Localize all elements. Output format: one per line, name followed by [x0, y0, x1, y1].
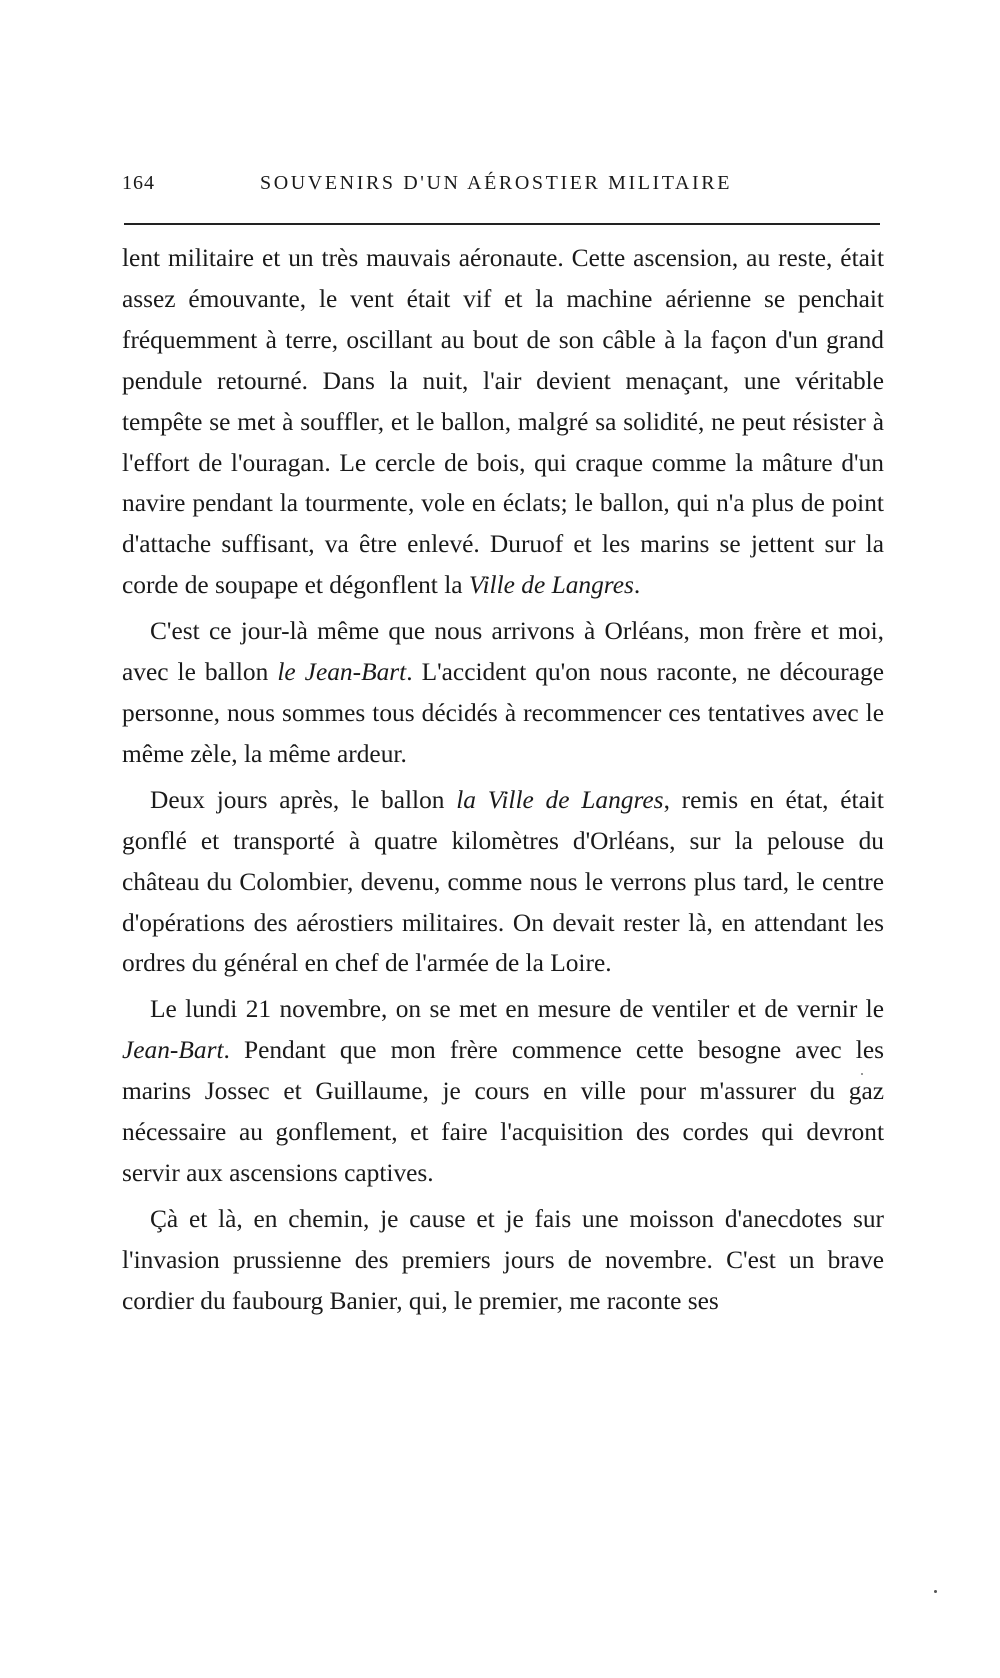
- paragraph-text: Deux jours après, le ballon: [150, 785, 457, 814]
- paragraph-text: Çà et là, en chemin, je cause et je fais une moisson d'anecdotes sur l'invasion prussienne des premiers jours de novembre. C'est un brave cordier du faubourg Banier, qui, le premier, me raconte ses: [122, 1204, 884, 1315]
- italic-text: Jean-Bart: [122, 1036, 224, 1065]
- paragraph-text: . L'accident qu'on nous raconte, ne décourage personne, nous sommes tous décidés à recommencer ces tentatives avec le même zèle, la même ardeur.: [122, 658, 884, 768]
- paragraph: [122, 611, 884, 775]
- paragraph: [122, 989, 884, 1194]
- paragraph-text: lent militaire et un très mauvais aéronaute. Cette ascension, au reste, était assez émouvante, le vent était vif et la machine aérienne se penchait fréquemment à terre, oscillant au bout de son câble à la façon d'un grand pendule retourné. Dans la nuit, l'air devient menaçant, une véritable tempête se met à souffler, et le ballon, malgré sa solidité, ne peut résister à l'effort de l'ouragan. Le cercle de bois, qui craque comme la mâture d'un navire pendant la tourmente, vole en éclats; le ballon, qui n'a plus de point d'attache suffisant, va être enlevé. Duruof et les marins se jettent sur la corde de soupape et dégonflent la: [122, 244, 884, 600]
- italic-text: la Ville de Langres: [456, 785, 664, 814]
- paragraph-text: . Pendant que mon frère commence cette besogne avec les marins Jossec et Guillaume, je cours en ville pour m'assurer du gaz nécessaire au gonflement, et faire l'acquisition des cordes qui devront servir aux ascensions captives.: [122, 1036, 884, 1187]
- running-title: SOUVENIRS D'UN AÉROSTIER MILITAIRE: [260, 172, 733, 194]
- page-number: 164: [122, 172, 155, 194]
- paragraph-text: C'est ce jour-là même que nous arrivons à Orléans, mon frère et moi, avec le ballon: [122, 617, 884, 687]
- paragraph-text: , remis en état, était gonflé et transporté à quatre kilomètres d'Orléans, sur la pelouse du château du Colombier, devenu, comme nous le verrons plus tard, le centre d'opérations des aérostiers militaires. On devait rester là, en attendant les ordres du général en chef de l'armée de la Loire.: [122, 785, 884, 978]
- paragraph: [122, 1199, 884, 1322]
- page-header: [122, 172, 882, 212]
- ink-speck: [934, 1590, 937, 1593]
- paragraph-text: Le lundi 21 novembre, on se met en mesure de ventiler et de vernir le: [150, 995, 884, 1024]
- paragraph: [122, 780, 884, 985]
- body-text: [122, 238, 884, 1322]
- ink-speck: [861, 1073, 863, 1075]
- paragraph-text: .: [633, 571, 641, 600]
- paragraph: [122, 238, 884, 606]
- header-rule: [124, 223, 880, 225]
- italic-text: Ville de Langres: [468, 571, 634, 600]
- italic-text: le Jean-Bart: [277, 658, 407, 687]
